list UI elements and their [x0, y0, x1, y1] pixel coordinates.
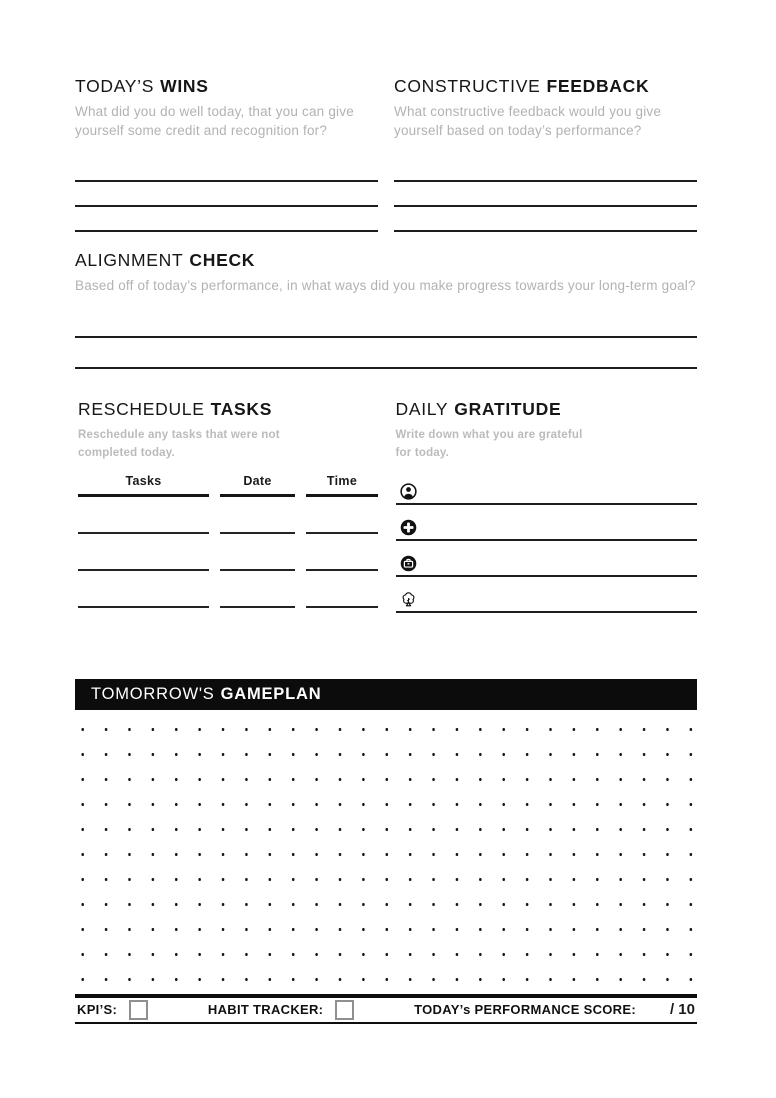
gratitude-subtitle: Write down what you are grateful for today.: [395, 429, 583, 460]
plus-circle-icon: [400, 519, 417, 536]
feedback-subtitle: What constructive feedback would you give yourself based on today’s performance?: [394, 104, 662, 139]
task-cell[interactable]: [78, 497, 209, 534]
reschedule-subtitle: Reschedule any tasks that were not completed today.: [78, 429, 280, 460]
alignment-title-bold: CHECK: [189, 249, 256, 270]
briefcase-circle-icon: [400, 555, 417, 572]
wins-title-bold: WINS: [160, 76, 209, 96]
feedback-title-light: CONSTRUCTIVE: [394, 76, 541, 96]
habit-tracker-group: [208, 1000, 354, 1020]
performance-score-value[interactable]: / 10: [669, 1001, 695, 1019]
kpi-checkbox[interactable]: [129, 1000, 148, 1020]
wins-title: [75, 76, 378, 97]
person-circle-icon: [400, 483, 417, 500]
write-line[interactable]: [75, 338, 697, 369]
wins-subtitle: What did you do well today, that you can give yourself some credit and recognition for?: [75, 104, 354, 139]
alignment-title: [75, 250, 697, 271]
gratitude-row-health[interactable]: [396, 505, 698, 541]
time-cell[interactable]: [306, 571, 378, 608]
section-alignment-check: [75, 250, 697, 369]
write-line[interactable]: [75, 182, 378, 207]
gameplan-banner: [75, 679, 697, 710]
tree-icon: [400, 591, 417, 608]
gratitude-rows: [396, 472, 698, 613]
gameplan-title-bold: GAMEPLAN: [220, 684, 322, 703]
task-cell[interactable]: [78, 571, 209, 608]
gratitude-title: [396, 399, 698, 420]
write-line[interactable]: [394, 157, 697, 182]
habit-tracker-checkbox[interactable]: [335, 1000, 354, 1020]
gratitude-row-work[interactable]: [396, 541, 698, 577]
habit-tracker-label: HABIT TRACKER:: [207, 1002, 324, 1018]
mid-row: [75, 399, 697, 613]
feedback-title: [394, 76, 697, 97]
date-cell[interactable]: [220, 497, 295, 534]
time-cell[interactable]: [306, 497, 378, 534]
column-header-tasks: Tasks: [78, 474, 209, 497]
reschedule-table: [78, 474, 380, 608]
gratitude-title-light: DAILY: [395, 399, 449, 420]
task-cell[interactable]: [78, 534, 209, 571]
write-line[interactable]: [75, 207, 378, 232]
write-line[interactable]: [75, 307, 697, 338]
footer-bar: [75, 994, 697, 1024]
gameplan-title-light: TOMORROW'S: [91, 684, 215, 703]
section-constructive-feedback: [394, 76, 697, 232]
write-line[interactable]: [394, 207, 697, 232]
performance-score-group: [414, 1001, 695, 1018]
feedback-write-lines: [394, 157, 697, 232]
reschedule-title-bold: TASKS: [210, 399, 273, 420]
write-line[interactable]: [394, 182, 697, 207]
kpi-label: KPI’S:: [77, 1002, 118, 1018]
gratitude-row-people[interactable]: [396, 472, 698, 505]
wins-write-lines: [75, 157, 378, 232]
gratitude-row-nature[interactable]: [396, 577, 698, 613]
top-row: [75, 76, 697, 232]
reschedule-title: [78, 399, 380, 420]
time-cell[interactable]: [306, 534, 378, 571]
section-todays-wins: [75, 76, 378, 232]
alignment-write-lines: [75, 307, 697, 369]
alignment-title-light: ALIGNMENT: [75, 249, 184, 270]
column-header-date: Date: [220, 474, 295, 497]
section-daily-gratitude: [396, 399, 698, 613]
date-cell[interactable]: [220, 571, 295, 608]
dot-grid-writing-area[interactable]: [75, 716, 697, 988]
write-line[interactable]: [75, 157, 378, 182]
feedback-title-bold: FEEDBACK: [546, 76, 650, 96]
section-reschedule-tasks: [75, 399, 380, 613]
reschedule-title-light: RESCHEDULE: [78, 399, 205, 420]
date-cell[interactable]: [220, 534, 295, 571]
kpi-group: [77, 1000, 148, 1020]
gratitude-title-bold: GRATITUDE: [454, 399, 562, 420]
alignment-subtitle: Based off of today’s performance, in what ways did you make progress towards your long-term goal?: [75, 277, 696, 293]
column-header-time: Time: [306, 474, 378, 497]
wins-title-light: TODAY’S: [75, 76, 155, 96]
performance-score-label: TODAY’s PERFORMANCE SCORE:: [414, 1002, 636, 1018]
